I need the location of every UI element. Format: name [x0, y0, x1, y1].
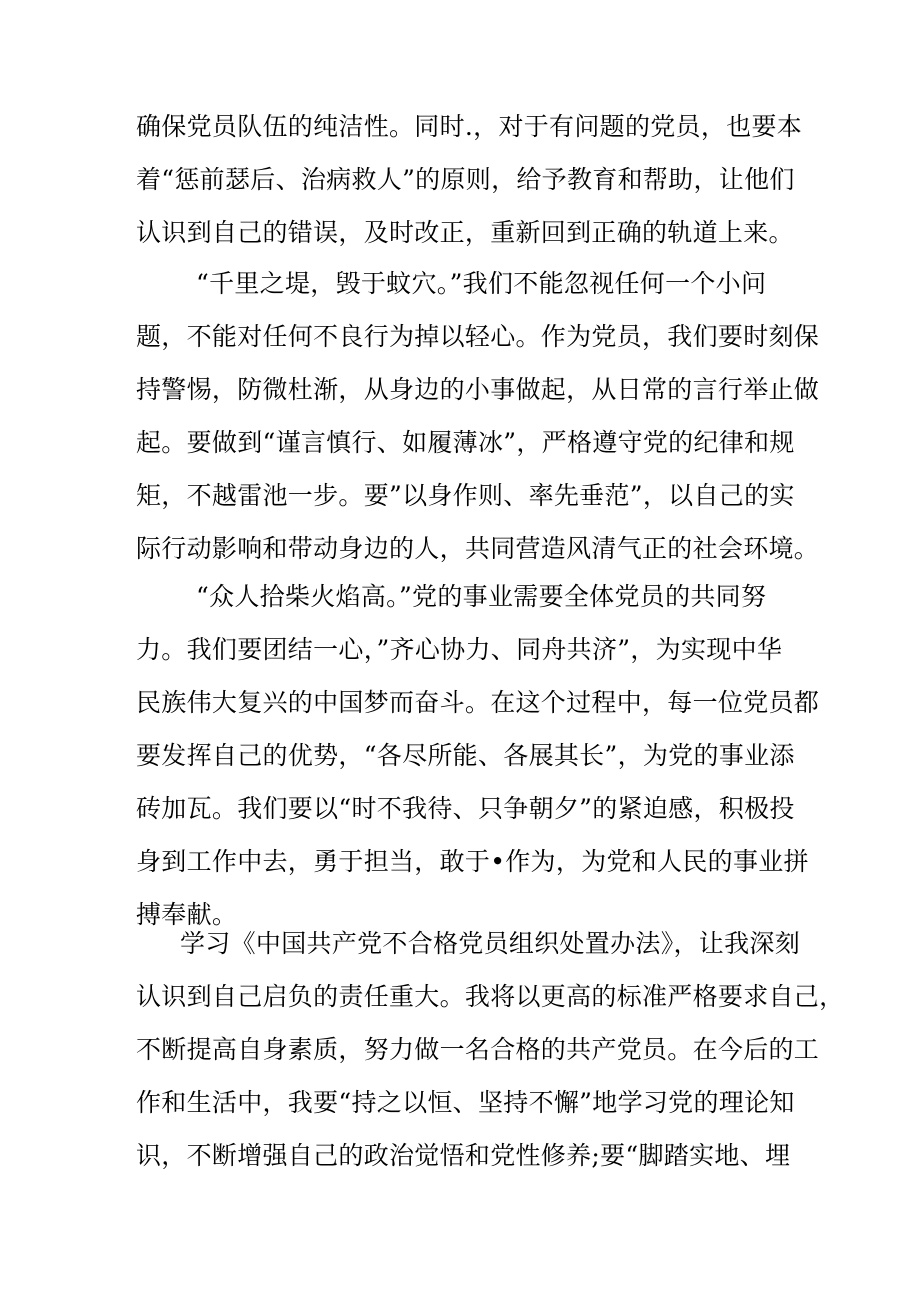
- text-line: 搏奉献。: [136, 900, 238, 929]
- text-line: “众人拾柴火焰高。”党的事业需要全体党员的共同努: [196, 582, 767, 611]
- text-line: 际行动影响和带动身边的人，共同营造风清气正的社会环境。: [136, 534, 820, 563]
- text-line: 着“惩前瑟后、治病救人”的原则，给予教育和帮助，让他们: [136, 165, 795, 194]
- paragraph-4: [136, 917, 845, 1182]
- paragraph-3: [136, 570, 820, 941]
- text-line: 要发挥自己的优势，“各尽所能、各展其长”，为党的事业添: [136, 741, 795, 770]
- text-line: 民族伟大复兴的中国梦而奋斗。在这个过程中，每一位党员都: [136, 688, 820, 717]
- text-line: 识，不断增强自己的政治觉悟和党性修养;要“脚踏实地、埋: [136, 1141, 791, 1170]
- paragraph-1: [136, 100, 803, 259]
- paragraph-2: [136, 257, 820, 575]
- text-line: 确保党员队伍的纯洁性。同时.，对于有问题的党员，也要本: [136, 112, 803, 141]
- text-line: 矩，不越雷池一步。要”以身作则、率先垂范”，以自己的实: [136, 481, 795, 510]
- text-line: 不断提高自身素质，努力做一名合格的共产党员。在今后的工: [136, 1035, 820, 1064]
- text-line: 题，不能对任何不良行为掉以轻心。作为党员，我们要时刻保: [136, 322, 820, 351]
- text-line: 学习《中国共产党不合格党员组织处置办法》，让我深刻: [180, 929, 801, 958]
- text-line: 起。要做到“谨言慎行、如履薄冰”，严格遵守党的纪律和规: [136, 428, 795, 457]
- text-line: 砖加瓦。我们要以“时不我待、只争朝夕”的紧迫感，积极投: [136, 794, 795, 823]
- text-line: 认识到自己的错误，及时改正，重新回到正确的轨道上来。: [136, 218, 794, 247]
- text-line: 身到工作中去，勇于担当，敢于•作为，为党和人民的事业拼: [136, 847, 809, 876]
- text-line: 认识到自己启负的责任重大。我将以更高的标准严格要求自己，: [136, 982, 845, 1011]
- text-line: 持警惕，防微杜渐，从身边的小事做起，从日常的言行举止做: [136, 375, 820, 404]
- text-line: “千里之堤，毁于蚊穴。”我们不能忽视任何一个小问: [196, 269, 767, 298]
- text-line: 作和生活中，我要“持之以恒、坚持不懈”地学习党的理论知: [136, 1088, 795, 1117]
- text-line: 力。我们要团结一心，”齐心协力、同舟共济”，为实现中华: [136, 635, 783, 664]
